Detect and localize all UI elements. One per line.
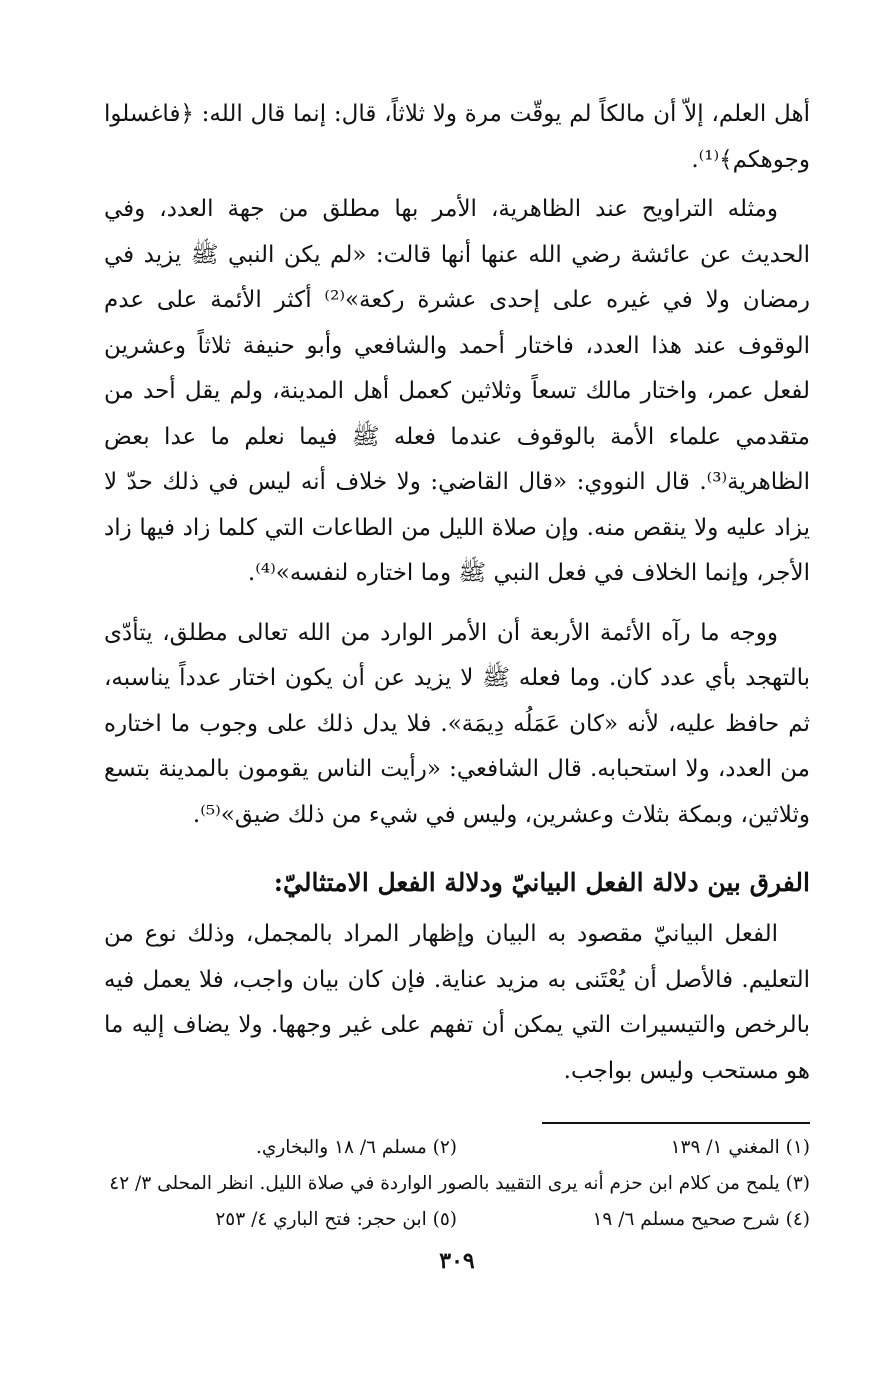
footnote-divider <box>542 1122 810 1124</box>
section-heading: الفرق بين دلالة الفعل البيانيّ ودلالة الفعل الامتثاليّ: <box>273 868 810 897</box>
document-page <box>104 92 810 1332</box>
footnote-4: (٤) شرح صحيح مسلم ٦/ ١٩ <box>592 1209 810 1230</box>
footnote-2: (٢) مسلم ٦/ ١٨ والبخاري. <box>256 1137 457 1158</box>
footnote-1: (١) المغني ١/ ١٣٩ <box>670 1137 810 1158</box>
paragraph-2: ومثله التراويح عند الظاهرية، الأمر بها مطلق من جهة العدد، وفي الحديث عن عائشة رضي الله عنها أنها قالت: «لم يكن النبي ﷺ يزيد في رمضان ولا في غيره على إحدى عشرة ركعة»⁽²⁾ أكثر الأئمة على عدم الوقوف عند هذا العدد، فاختار أحمد والشافعي وأبو حنيفة ثلاثاً وعشرين لفعل عمر، واختار مالك تسعاً وثلاثين كعمل أهل المدينة، ولم يقل أحد من متقدمي علماء الأمة بالوقوف عندما فعله ﷺ فيما نعلم ما عدا بعض الظاهرية⁽³⁾. قال النووي: «قال القاضي: ولا خلاف أنه ليس في ذلك حدّ لا يزاد عليه ولا ينقص منه. وإن صلاة الليل من الطاعات التي كلما زاد فيها زاد الأجر، وإنما الخلاف في فعل النبي ﷺ وما اختاره لنفسه»⁽⁴⁾. <box>104 196 810 586</box>
paragraph-1: أهل العلم، إلاّ أن مالكاً لم يوقّت مرة ولا ثلاثاً، قال: إنما قال الله: ﴿فاغسلوا وجوهكم﴾⁽¹⁾. <box>104 101 810 173</box>
paragraph-4: الفعل البيانيّ مقصود به البيان وإظهار المراد بالمجمل، وذلك نوع من التعليم. فالأصل أن يُعْتَنى به مزيد عناية. فإن كان بيان واجب، فلا يعمل فيه بالرخص والتيسيرات التي يمكن أن تفهم على غير وجهها. ولا يضاف إليه ما هو مستحب وليس بواجب. <box>104 921 810 1084</box>
footnote-5: (٥) ابن حجر: فتح الباري ٤/ ٢٥٣ <box>215 1209 457 1230</box>
footnote-row-1 <box>104 1130 810 1166</box>
footnote-3: (٣) يلمح من كلام ابن حزم أنه يرى التقييد بالصور الواردة في صلاة الليل. انظر المحلى ٣/ ٤٢ <box>109 1173 810 1194</box>
paragraph-3: ووجه ما رآه الأئمة الأربعة أن الأمر الوارد من الله تعالى مطلق، يتأدّى بالتهجد بأي عدد كان. وما فعله ﷺ لا يزيد عن أن يكون اختار عدداً يناسبه، ثم حافظ عليه، لأنه «كان عَمَلُه دِيمَة». فلا يدل ذلك على وجوب ما اختاره من العدد، ولا استحبابه. قال الشافعي: «رأيت الناس يقومون بالمدينة بتسع وثلاثين، وبمكة بثلاث وعشرين، وليس في شيء من ذلك ضيق»⁽⁵⁾. <box>104 619 810 828</box>
page-number: ٣٠٩ <box>439 1248 475 1274</box>
footnote-row-3 <box>104 1202 810 1238</box>
footnotes <box>104 1130 810 1238</box>
